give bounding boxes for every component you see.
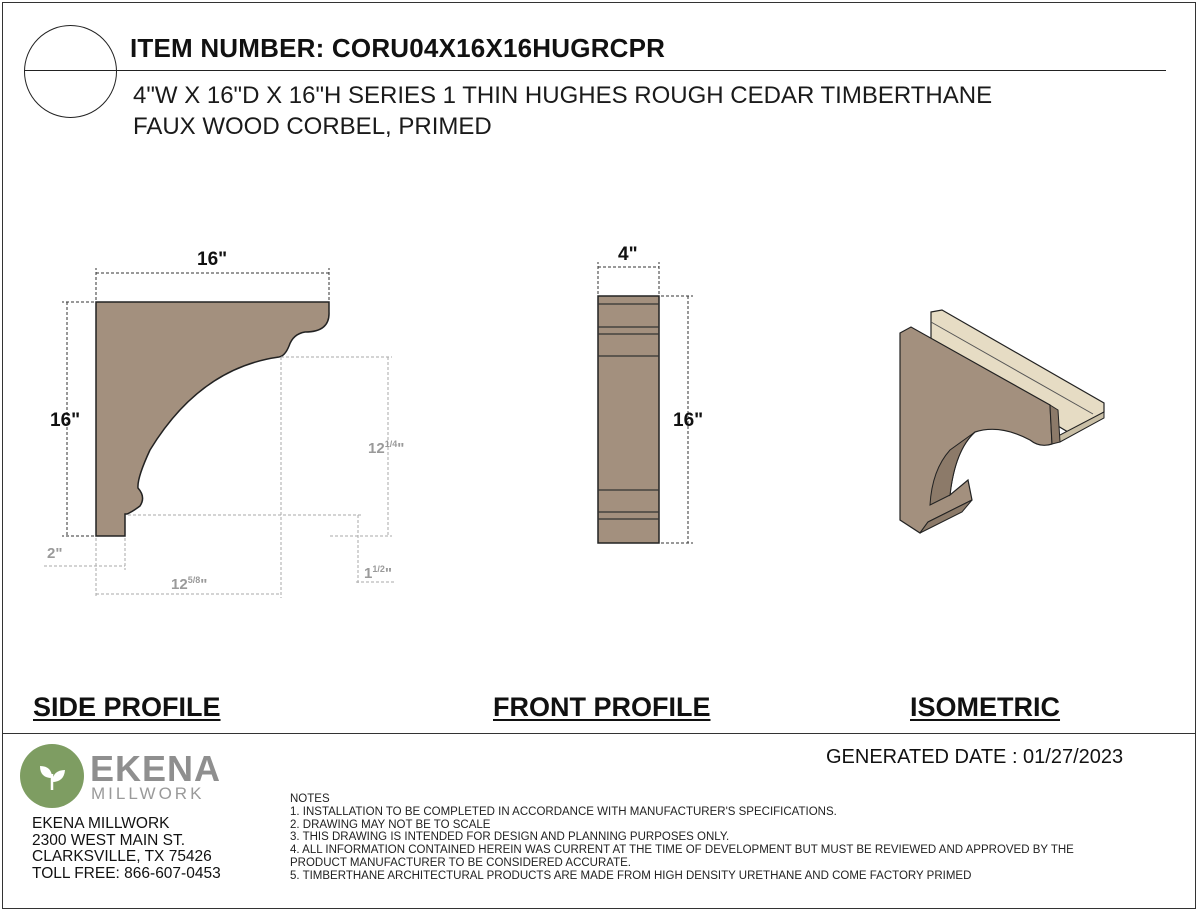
side-step-dim: $1^{1/2}$" [364,564,392,582]
notes-block [290,793,1074,883]
side-width-dim: 16" [197,249,228,270]
logo-sub: MILLWORK [91,784,205,803]
side-profile-shape [96,302,329,536]
isometric-label: ISOMETRIC [910,692,1061,722]
company-address [32,816,221,882]
note-item: 2. DRAWING MAY NOT BE TO SCALE [290,818,491,831]
leaf-icon [32,756,72,796]
isometric-drawing [880,300,1120,550]
side-inner-height-dim: $12^{1/4}$" [368,439,405,457]
footer-rule [2,733,1196,734]
note-item: 3. THIS DRAWING IS INTENDED FOR DESIGN AND PLANNING PURPOSES ONLY. [290,831,730,844]
description-line-1: 4"W X 16"D X 16"H SERIES 1 THIN HUGHES ROUGH CEDAR TIMBERTHANE [133,82,993,109]
company-street: 2300 WEST MAIN ST. [32,831,186,849]
note-item: 5. TIMBERTHANE ARCHITECTURAL PRODUCTS ARE MADE FROM HIGH DENSITY URETHANE AND COME FACTORY PRIMED [290,869,972,882]
company-city: CLARKSVILLE, TX 75426 [32,848,212,865]
note-item: 1. INSTALLATION TO BE COMPLETED IN ACCORDANCE WITH MANUFACTURER'S SPECIFICATIONS. [290,805,837,818]
company-name: EKENA MILLWORK [32,815,170,832]
logo-name: EKENA [90,748,222,789]
note-item: PRODUCT MANUFACTURER TO BE CONSIDERED ACCURATE. [290,856,631,869]
item-number: ITEM NUMBER: CORU04X16X16HUGRCPR [130,33,666,63]
note-item: 4. ALL INFORMATION CONTAINED HEREIN WAS CURRENT AT THE TIME OF DEVELOPMENT BUT MUST BE REVIEWED AND APPROVED BY THE [290,844,1074,857]
side-profile-label: SIDE PROFILE [33,692,221,722]
side-inner-width-dim: $12^{5/8}$" [171,575,208,593]
front-profile-label: FRONT PROFILE [493,692,711,722]
side-profile-drawing [0,0,460,620]
side-height-dim: 16" [50,410,81,431]
company-phone: TOLL FREE: 866-607-0453 [32,864,221,882]
ekena-logo-mark [20,744,84,808]
generated-date: GENERATED DATE : 01/27/2023 [826,746,1124,768]
side-offset-dim: 2" [47,545,63,562]
description-line-2: FAUX WOOD CORBEL, PRIMED [133,113,492,140]
front-profile-drawing [560,250,740,560]
front-profile-shape [598,296,659,543]
front-height-dim: 16" [673,410,704,431]
notes-title: NOTES [290,793,330,805]
front-width-dim: 4" [618,244,638,265]
